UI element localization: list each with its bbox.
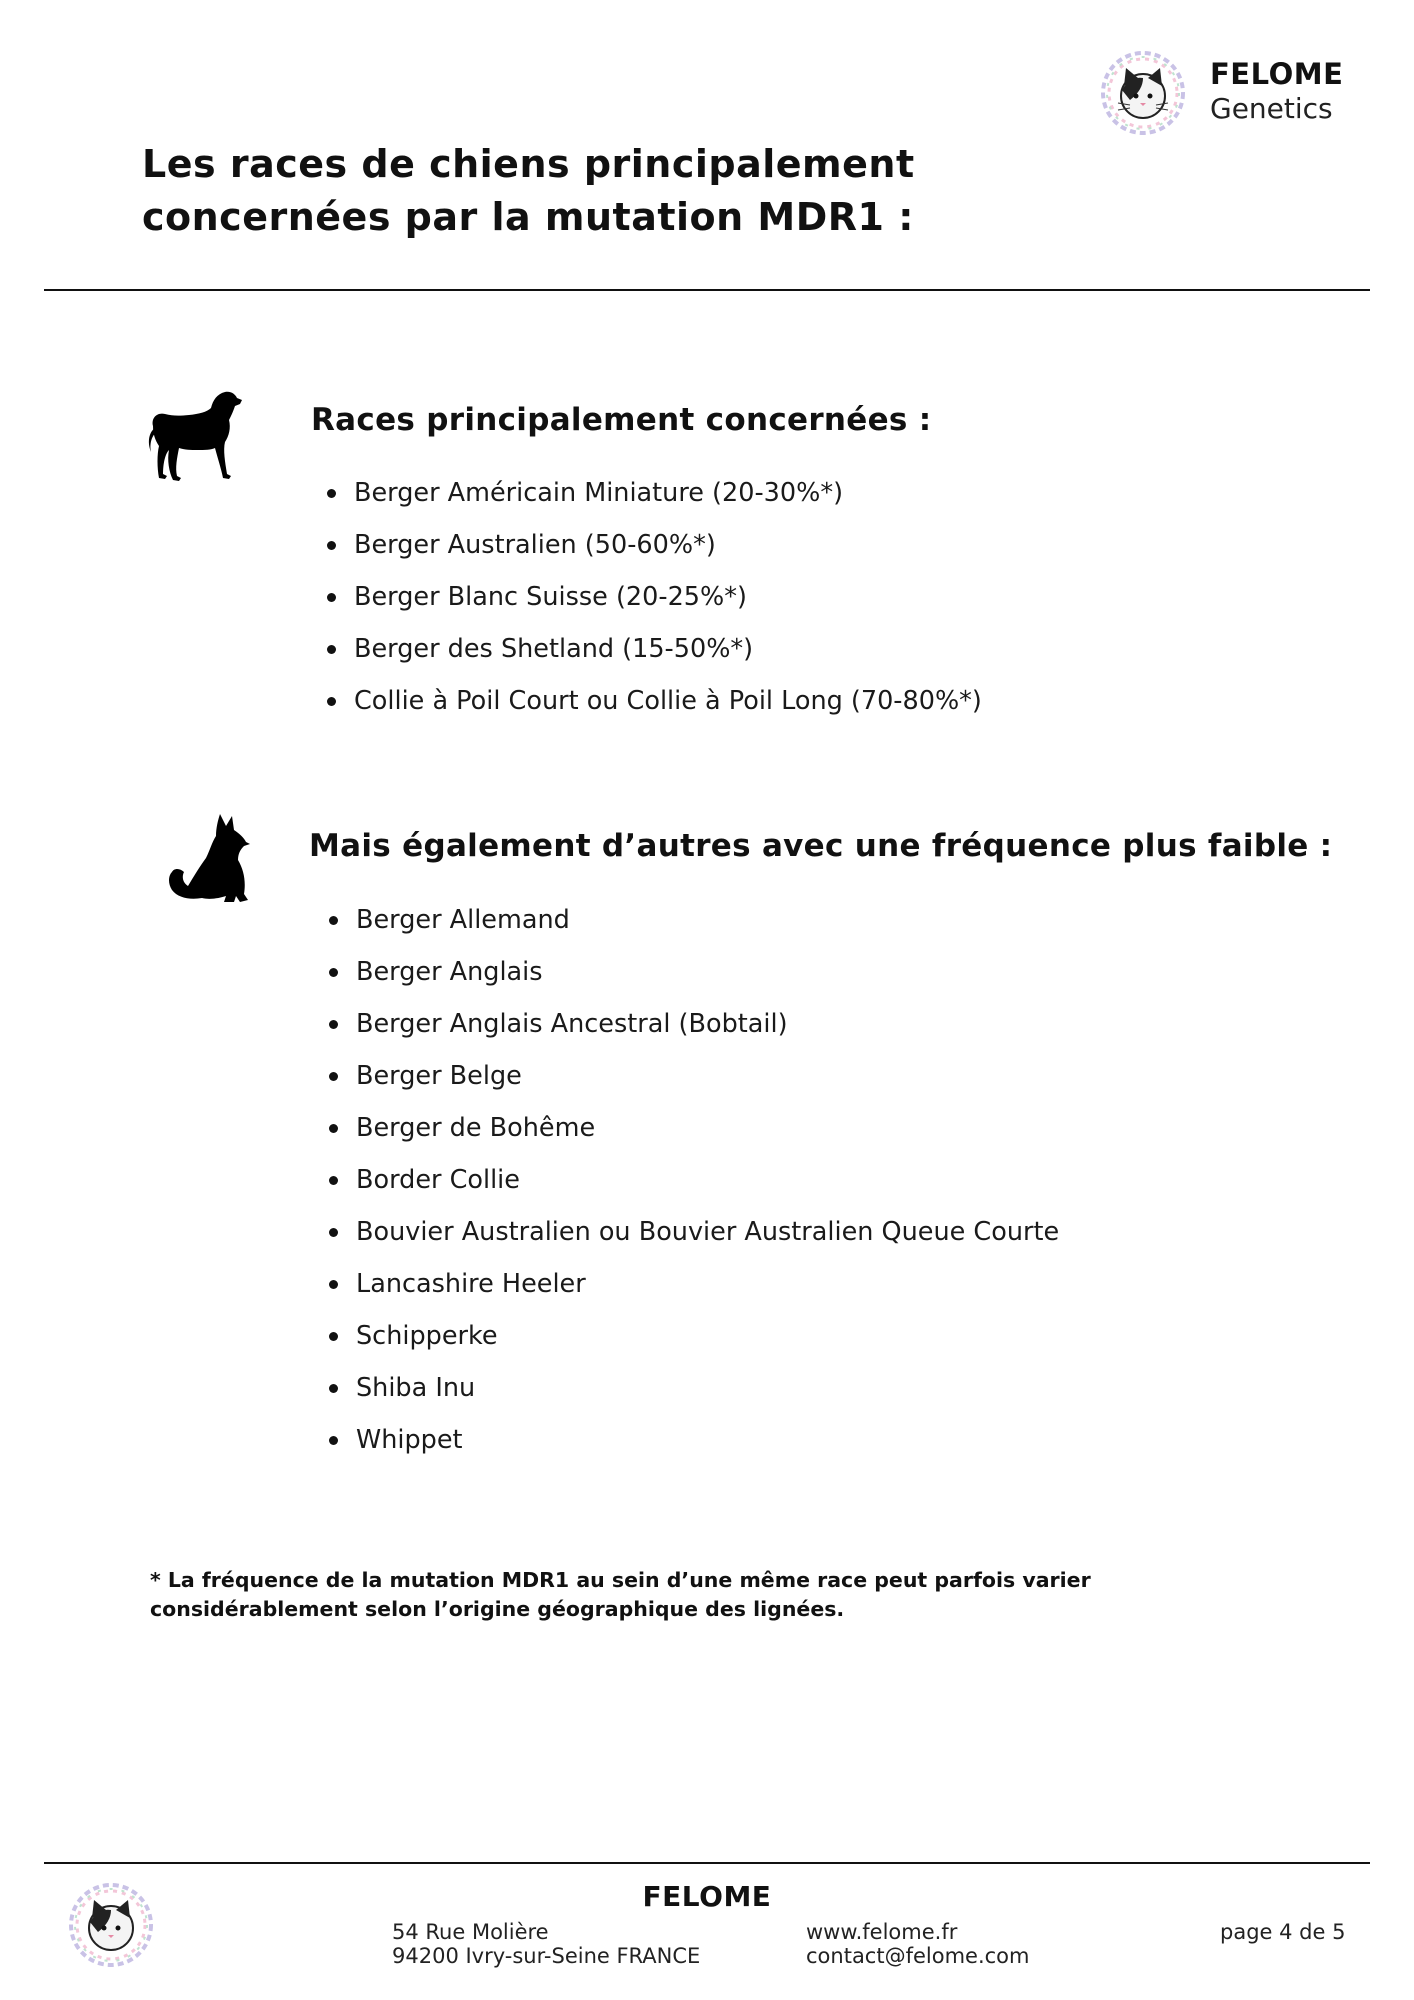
bullet [329,1384,338,1393]
footer-divider [44,1862,1370,1864]
bullet [327,697,336,706]
brand-subtitle: Genetics [1210,92,1333,125]
breed-name: Collie à Poil Court ou Collie à Poil Long (70-80%*) [354,686,982,716]
page-title-line: Les races de chiens principalement [142,142,915,186]
bullet [329,1176,338,1185]
footnote [150,1566,1150,1624]
footnote-line: considérablement selon l’origine géographique des lignées. [150,1597,845,1621]
list-item [354,467,982,519]
bullet [329,1332,338,1341]
breed-name: Berger de Bohême [356,1113,596,1143]
breed-name: Berger Belge [356,1061,522,1091]
list-item [356,946,1059,998]
felome-logo-icon [1100,50,1186,136]
breed-name: Border Collie [356,1165,520,1195]
breed-name: Berger des Shetland (15-50%*) [354,634,754,664]
breed-name: Schipperke [356,1321,498,1351]
breed-name: Bouvier Australien ou Bouvier Australien Queue Courte [356,1217,1060,1247]
list-item [356,894,1059,946]
bullet [329,1436,338,1445]
breed-name: Lancashire Heeler [356,1269,586,1299]
bullet [327,645,336,654]
breed-name: Berger Australien (50-60%*) [354,530,716,560]
list-item [354,675,982,727]
breed-name: Shiba Inu [356,1373,476,1403]
bullet [329,1228,338,1237]
list-item [356,1310,1059,1362]
footnote-line: * La fréquence de la mutation MDR1 au sein d’une même race peut parfois varier [150,1568,1091,1592]
footer-address-line: 54 Rue Molière [392,1920,549,1944]
list-item [356,1258,1059,1310]
footer-brand: FELOME [642,1880,772,1913]
breed-name: Berger Américain Miniature (20-30%*) [354,478,844,508]
bullet [327,489,336,498]
list-item [354,519,982,571]
header-divider [44,289,1370,291]
breed-name: Berger Anglais [356,957,543,987]
brand-name: FELOME [1210,57,1344,91]
page-title [142,138,1042,244]
section-heading: Mais également d’autres avec une fréquence plus faible : [309,828,1333,864]
bullet [329,1124,338,1133]
bullet [329,1280,338,1289]
breed-name: Berger Anglais Ancestral (Bobtail) [356,1009,788,1039]
bullet [327,593,336,602]
bullet [329,1020,338,1029]
breed-list-other [356,894,1059,1466]
page-title-line: concernées par la mutation MDR1 : [142,195,914,239]
sitting-dog-icon [160,810,260,910]
footer-email-link[interactable]: contact@felome.com [806,1944,1030,1968]
footer-website-link[interactable]: www.felome.fr [806,1920,958,1944]
breed-name: Whippet [356,1425,463,1455]
list-item [356,1102,1059,1154]
bullet [329,916,338,925]
breed-list-main [354,467,982,727]
page-number: page 4 de 5 [1220,1920,1346,1944]
list-item [356,998,1059,1050]
list-item [356,1362,1059,1414]
standing-dog-icon [145,388,245,488]
bullet [327,541,336,550]
section-heading: Races principalement concernées : [311,402,932,438]
breed-name: Berger Allemand [356,905,570,935]
list-item [354,623,982,675]
bullet [329,968,338,977]
list-item [354,571,982,623]
list-item [356,1414,1059,1466]
breed-name: Berger Blanc Suisse (20-25%*) [354,582,747,612]
list-item [356,1050,1059,1102]
footer-address-line: 94200 Ivry-sur-Seine FRANCE [392,1944,701,1968]
bullet [329,1072,338,1081]
list-item [356,1206,1059,1258]
list-item [356,1154,1059,1206]
